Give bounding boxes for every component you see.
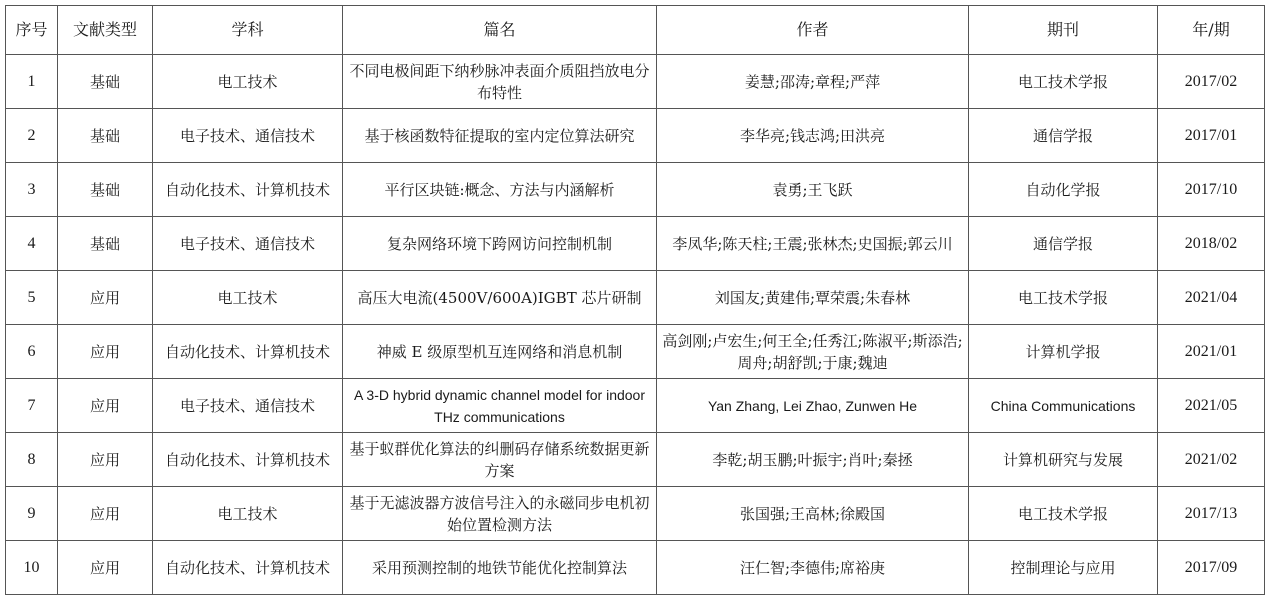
cell-authors: 汪仁智;李德伟;席裕庚: [657, 541, 969, 595]
cell-journal: 通信学报: [969, 217, 1158, 271]
cell-type: 应用: [58, 541, 153, 595]
cell-type: 基础: [58, 217, 153, 271]
cell-subject: 电子技术、通信技术: [153, 217, 343, 271]
cell-issue: 2017/13: [1158, 487, 1265, 541]
header-subject: 学科: [153, 6, 343, 55]
cell-authors: 刘国友;黄建伟;覃荣震;朱春林: [657, 271, 969, 325]
cell-authors: 高剑刚;卢宏生;何王全;任秀江;陈淑平;斯添浩;周舟;胡舒凯;于康;魏迪: [657, 325, 969, 379]
table-row: [6, 163, 1265, 217]
cell-title: 复杂网络环境下跨网访问控制机制: [343, 217, 657, 271]
table-row: [6, 217, 1265, 271]
cell-no: 3: [6, 163, 58, 217]
table-row: [6, 55, 1265, 109]
cell-authors: 李乾;胡玉鹏;叶振宇;肖叶;秦拯: [657, 433, 969, 487]
cell-title: 不同电极间距下纳秒脉冲表面介质阻挡放电分布特性: [343, 55, 657, 109]
cell-no: 1: [6, 55, 58, 109]
header-type: 文献类型: [58, 6, 153, 55]
cell-journal: 电工技术学报: [969, 55, 1158, 109]
cell-title: 基于蚁群优化算法的纠删码存储系统数据更新方案: [343, 433, 657, 487]
header-row: [6, 6, 1265, 55]
header-no: 序号: [6, 6, 58, 55]
header-journal: 期刊: [969, 6, 1158, 55]
table-row: [6, 109, 1265, 163]
cell-authors: 姜慧;邵涛;章程;严萍: [657, 55, 969, 109]
table-row: [6, 325, 1265, 379]
cell-journal: 电工技术学报: [969, 271, 1158, 325]
table-row: [6, 379, 1265, 433]
literature-table: [5, 5, 1265, 595]
cell-issue: 2021/04: [1158, 271, 1265, 325]
table-row: [6, 271, 1265, 325]
cell-issue: 2021/02: [1158, 433, 1265, 487]
header-issue: 年/期: [1158, 6, 1265, 55]
cell-issue: 2017/01: [1158, 109, 1265, 163]
cell-subject: 电工技术: [153, 487, 343, 541]
cell-no: 6: [6, 325, 58, 379]
table-row: [6, 433, 1265, 487]
cell-subject: 自动化技术、计算机技术: [153, 163, 343, 217]
cell-title: 基于核函数特征提取的室内定位算法研究: [343, 109, 657, 163]
cell-journal: 计算机研究与发展: [969, 433, 1158, 487]
table-header: [6, 6, 1265, 55]
cell-issue: 2017/09: [1158, 541, 1265, 595]
cell-type: 应用: [58, 487, 153, 541]
cell-subject: 自动化技术、计算机技术: [153, 541, 343, 595]
cell-authors: 李凤华;陈天柱;王震;张林杰;史国振;郭云川: [657, 217, 969, 271]
cell-title: 采用预测控制的地铁节能优化控制算法: [343, 541, 657, 595]
cell-journal: 控制理论与应用: [969, 541, 1158, 595]
cell-type: 基础: [58, 163, 153, 217]
cell-subject: 电工技术: [153, 271, 343, 325]
cell-journal: 自动化学报: [969, 163, 1158, 217]
header-authors: 作者: [657, 6, 969, 55]
cell-subject: 电子技术、通信技术: [153, 379, 343, 433]
cell-type: 基础: [58, 55, 153, 109]
cell-no: 4: [6, 217, 58, 271]
cell-issue: 2017/02: [1158, 55, 1265, 109]
cell-title: A 3-D hybrid dynamic channel model for indoor THz communications: [343, 379, 657, 433]
cell-type: 应用: [58, 379, 153, 433]
cell-journal: China Communications: [969, 379, 1158, 433]
cell-subject: 自动化技术、计算机技术: [153, 325, 343, 379]
cell-journal: 计算机学报: [969, 325, 1158, 379]
cell-type: 应用: [58, 271, 153, 325]
cell-issue: 2021/05: [1158, 379, 1265, 433]
cell-type: 应用: [58, 433, 153, 487]
cell-title: 神威 E 级原型机互连网络和消息机制: [343, 325, 657, 379]
cell-authors: Yan Zhang, Lei Zhao, Zunwen He: [657, 379, 969, 433]
cell-type: 应用: [58, 325, 153, 379]
cell-title: 平行区块链:概念、方法与内涵解析: [343, 163, 657, 217]
cell-issue: 2021/01: [1158, 325, 1265, 379]
cell-no: 10: [6, 541, 58, 595]
cell-authors: 袁勇;王飞跃: [657, 163, 969, 217]
cell-subject: 电工技术: [153, 55, 343, 109]
cell-journal: 通信学报: [969, 109, 1158, 163]
cell-issue: 2018/02: [1158, 217, 1265, 271]
table-body: [6, 55, 1265, 595]
cell-subject: 自动化技术、计算机技术: [153, 433, 343, 487]
cell-no: 9: [6, 487, 58, 541]
cell-no: 7: [6, 379, 58, 433]
cell-no: 2: [6, 109, 58, 163]
literature-table-container: [5, 5, 1265, 595]
table-row: [6, 541, 1265, 595]
cell-type: 基础: [58, 109, 153, 163]
cell-issue: 2017/10: [1158, 163, 1265, 217]
cell-no: 8: [6, 433, 58, 487]
header-title: 篇名: [343, 6, 657, 55]
cell-authors: 李华亮;钱志鸿;田洪亮: [657, 109, 969, 163]
cell-journal: 电工技术学报: [969, 487, 1158, 541]
cell-no: 5: [6, 271, 58, 325]
cell-title: 高压大电流(4500V/600A)IGBT 芯片研制: [343, 271, 657, 325]
table-row: [6, 487, 1265, 541]
cell-authors: 张国强;王高林;徐殿国: [657, 487, 969, 541]
cell-subject: 电子技术、通信技术: [153, 109, 343, 163]
cell-title: 基于无滤波器方波信号注入的永磁同步电机初始位置检测方法: [343, 487, 657, 541]
